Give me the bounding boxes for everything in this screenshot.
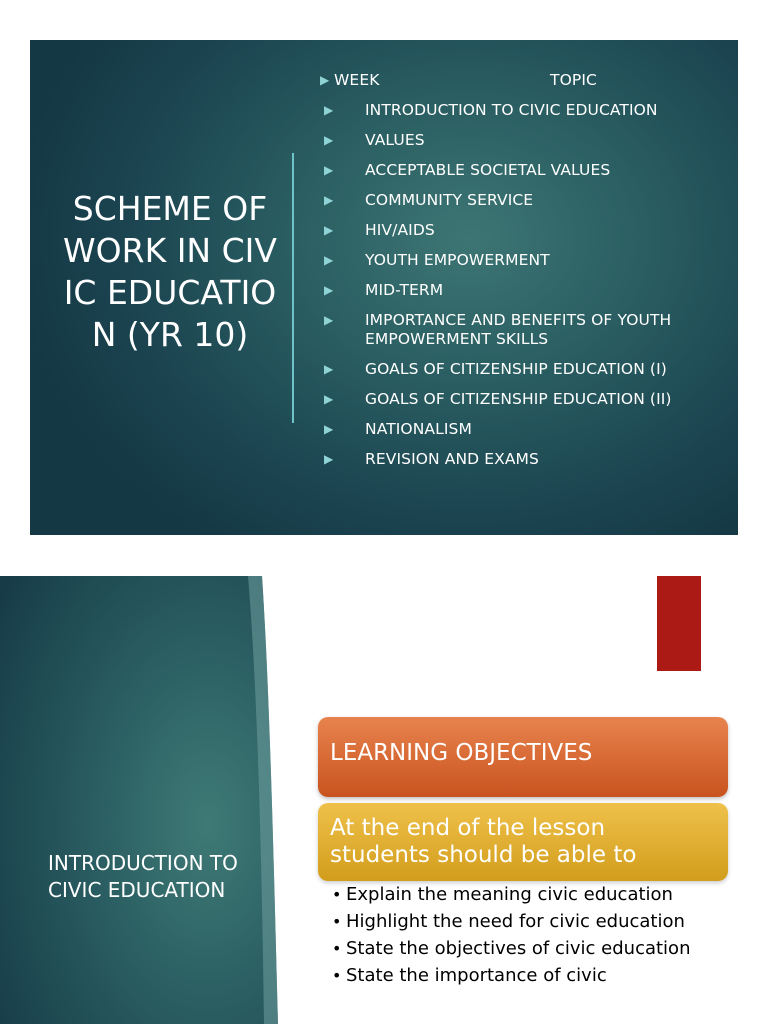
bullet-arrow-icon: ▶: [324, 422, 334, 436]
bullet-arrow-icon: ▶: [324, 283, 334, 297]
bullet-arrow-icon: ▶: [324, 223, 334, 237]
list-item: • Highlight the need for civic education: [332, 911, 685, 932]
list-header: [320, 71, 730, 91]
list-item: ▶ GOALS OF CITIZENSHIP EDUCATION (I): [324, 360, 667, 378]
objectives-list: [330, 884, 750, 992]
bullet-arrow-icon: ▶: [320, 73, 330, 87]
bullet-arrow-icon: ▶: [324, 163, 334, 177]
bullet-arrow-icon: ▶: [324, 253, 334, 267]
list-item: ▶ ACCEPTABLE SOCIETAL VALUES: [324, 161, 611, 179]
list-item: ▶ INTRODUCTION TO CIVIC EDUCATION: [324, 101, 658, 119]
list-item: ▶ GOALS OF CITIZENSHIP EDUCATION (II): [324, 390, 672, 408]
bullet-arrow-icon: ▶: [324, 133, 334, 147]
slide-scheme-of-work: [30, 40, 738, 535]
topic-list: [320, 71, 730, 480]
list-item: • State the objectives of civic education: [332, 938, 691, 959]
divider-line: [292, 153, 294, 423]
bullet-icon: •: [332, 912, 342, 931]
objectives-heading-box: [318, 717, 728, 797]
list-item: ▶ MID-TERM: [324, 281, 444, 299]
decorative-red-bar: [657, 576, 701, 671]
objectives-heading: LEARNING OBJECTIVES: [330, 740, 593, 766]
bullet-arrow-icon: ▶: [324, 103, 334, 117]
topic-header: TOPIC: [550, 71, 597, 89]
slide-title: SCHEME OF WORK IN CIVIC EDUCATION (YR 10): [63, 189, 277, 354]
list-item: ▶ YOUTH EMPOWERMENT: [324, 251, 550, 269]
bullet-icon: •: [332, 966, 342, 985]
bullet-arrow-icon: ▶: [324, 193, 334, 207]
bullet-icon: •: [332, 885, 342, 904]
bullet-arrow-icon: ▶: [324, 392, 334, 406]
list-item: ▶ REVISION AND EXAMS: [324, 450, 539, 468]
list-item: ▶ VALUES: [324, 131, 425, 149]
bullet-icon: •: [332, 939, 342, 958]
intro-text-box: [318, 803, 728, 881]
slide-title: INTRODUCTION TO CIVIC EDUCATION: [48, 851, 238, 902]
list-item: • State the importance of civic: [332, 965, 607, 986]
intro-text: At the end of the lesson students should be able to: [330, 815, 637, 868]
list-item: ▶ NATIONALISM: [324, 420, 472, 438]
week-header: WEEK: [334, 71, 380, 89]
list-item: • Explain the meaning civic education: [332, 884, 673, 905]
list-item: ▶ HIV/AIDS: [324, 221, 435, 239]
bullet-arrow-icon: ▶: [324, 362, 334, 376]
slide-introduction: [0, 576, 768, 1024]
bullet-arrow-icon: ▶: [324, 452, 334, 466]
bullet-arrow-icon: ▶: [324, 313, 334, 327]
side-panel-background: [0, 576, 278, 1024]
list-item: ▶ IMPORTANCE AND BENEFITS OF YOUTH EMPOWERMENT SKILLS: [324, 311, 672, 348]
list-item: ▶ COMMUNITY SERVICE: [324, 191, 534, 209]
